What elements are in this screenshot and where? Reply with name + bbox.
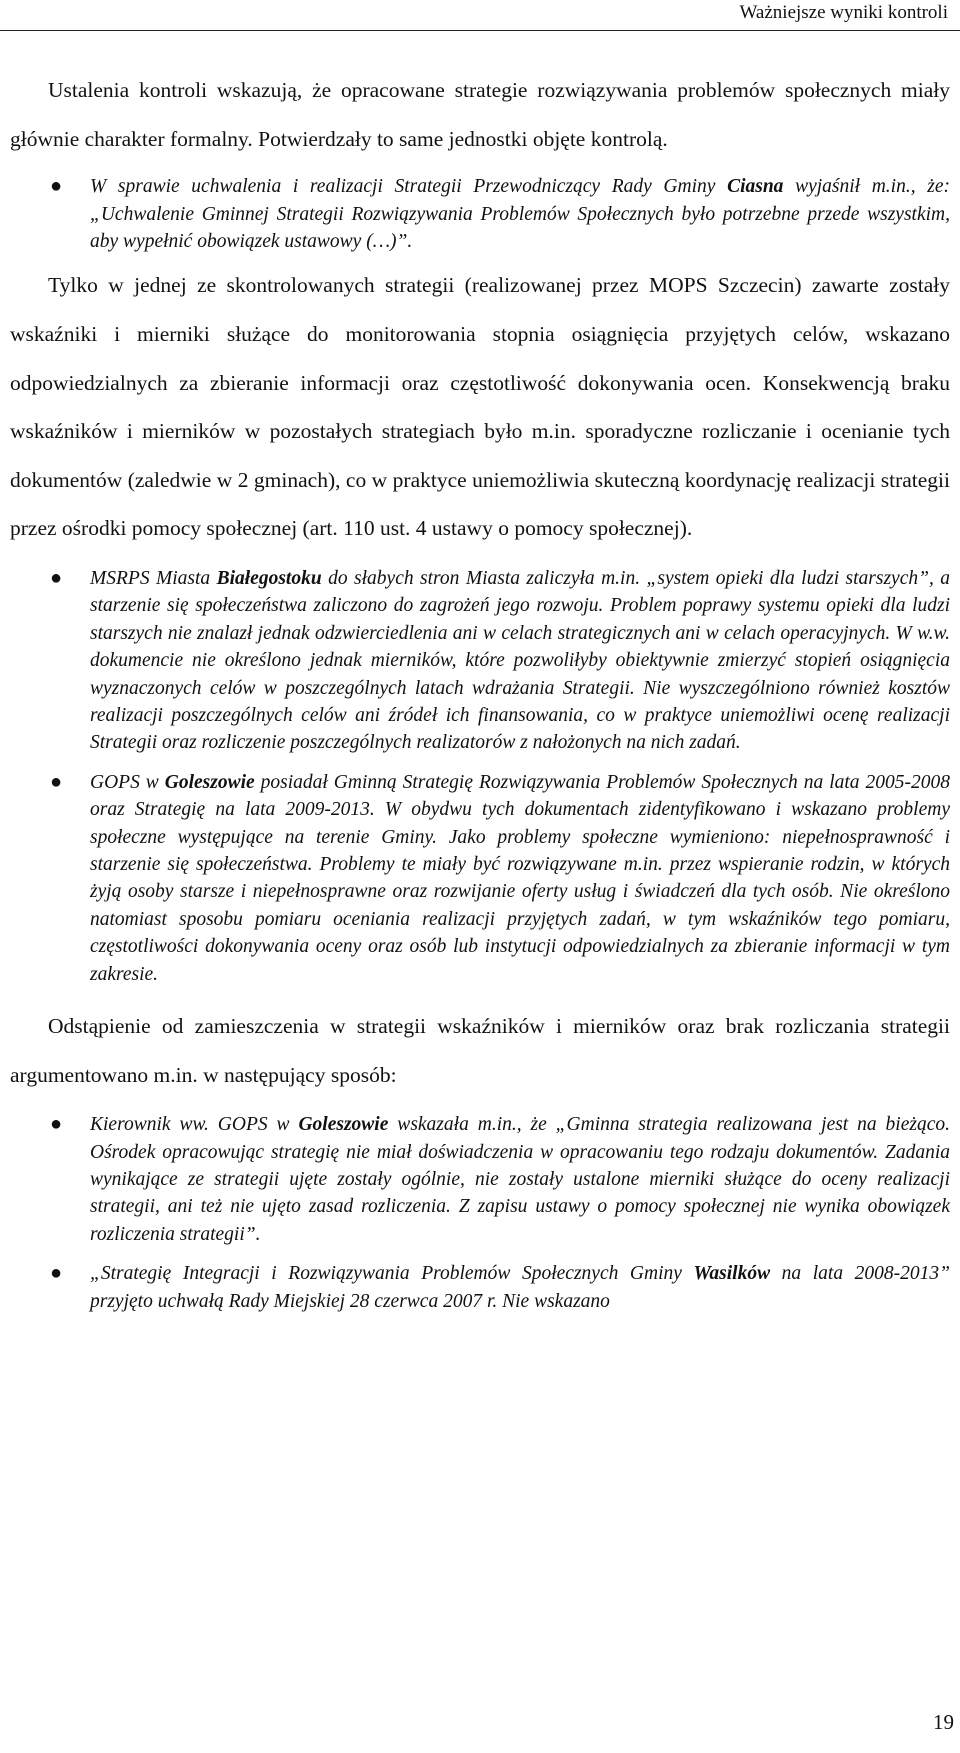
bullet-dot: ● [50,566,63,589]
running-header: Ważniejsze wyniki kontroli [739,2,948,23]
paragraph-reasons: Odstąpienie od zamieszczenia w strategii wskaźników i mierników oraz brak rozliczania strategii argumentowano m.in. w następujący sposób: [10,1014,950,1087]
bullet-dot: ● [50,1113,63,1136]
paragraph-indicators: Tylko w jednej ze skontrolowanych strategii (realizowanej przez MOPS Szczecin) zawarte zostały wskaźniki i mierniki służące do monitorowania stopnia osiągnięcia przyjętych celów, wskazano odpowiedzialnych za zbieranie informacji oraz częstotliwość dokonywania ocen. Konsekwencją braku wskaźników i mierników w pozostałych strategiach było m.in. sporadyczne rozliczanie i ocenianie tych dokumentów (zaledwie w 2 gminach), co w praktyce uniemożliwia skuteczną koordynację realizacji strategii przez ośrodki pomocy społecznej (art. 110 ust. 4 ustawy o pomocy społecznej). [10,273,950,541]
page-body [10,66,950,1315]
header-rule [0,30,960,31]
bullet-goleszow-manager: ● Kierownik ww. GOPS w Goleszowie wskazała m.in., że „Gminna strategia realizowana jest na bieżąco. Ośrodek opracowując strategię nie miał doświadczenia w opracowaniu tego rodzaju dokumentów. Zadania wynikające ze strategii ujęte zostały ogólnie, nie zostały ustalone mierniki służące do oceny realizacji strategii, ani też nie ujęto zasad rozliczenia. Z zapisu ustawy o pomocy społecznej nie wynika obowiązek rozliczenia strategii”. [50,1113,951,1245]
bullet-dot: ● [50,1262,63,1285]
page-number: 19 [933,1710,954,1734]
paragraph-formal-strategies: Ustalenia kontroli wskazują, że opracowane strategie rozwiązywania problemów społecznych miały głównie charakter formalny. Potwierdzały to same jednostki objęte kontrolą. [10,78,950,151]
bullet-ciasna: ● W sprawie uchwalenia i realizacji Strategii Przewodniczący Rady Gminy Ciasna wyjaśnił m.in., że: „Uchwalenie Gminnej Strategii Rozwiązywania Problemów Społecznych było potrzebne przede wszystkim, aby wypełnić obowiązek ustawowy (…)”. [50,175,950,252]
bullet-dot: ● [50,770,63,793]
bullet-wasilkow: ● „Strategię Integracji i Rozwiązywania Problemów Społecznych Gminy Wasilków na lata 2008-2013” przyjęto uchwałą Rady Miejskiej 28 czerwca 2007 r. Nie wskazano [50,1262,950,1312]
bullet-goleszow-strategy: ● GOPS w Goleszowie posiadał Gminną Strategię Rozwiązywania Problemów Społecznych na lata 2005-2008 oraz Strategię na lata 2009-2013. W obydwu tych dokumentach zidentyfikowano i wskazano problemy społeczne występujące na terenie Gminy. Jako problemy społeczne wymieniono: niepełnosprawność i starzenie się społeczeństwa. Problemy te miały być rozwiązywane m.in. przez wspieranie rodzin, w których żyją osoby starsze i niepełnosprawne oraz rozwijanie oferty usług i świadczeń dla tych osób. Nie określono natomiast sposobu pomiaru oceniania realizacji przyjętych zadań, w tym wskaźników tego pomiaru, częstotliwości dokonywania oceny oraz osób lub instytucji odpowiedzialnych za zbieranie informacji w tym zakresie. [50,770,950,985]
bullet-dot: ● [50,175,63,198]
bullet-bialystok: ● MSRPS Miasta Białegostoku do słabych stron Miasta zaliczyła m.in. „system opieki dla ludzi starszych”, a starzenie się społeczeństwa zaliczono do zagrożeń jego rozwoju. Problem poprawy systemu opieki dla ludzi starszych nie znalazł jednak odzwierciedlenia ani w celach strategicznych ani w celach operacyjnych. W w.w. dokumencie nie określono jednak mierników, które pozwoliłyby obiektywnie zmierzyć stopień osiągnięcia wyznaczonych celów w poszczególnych latach wdrażania Strategii. Nie wyszczególniono również kosztów realizacji poszczególnych celów ani źródeł ich finansowania, co w praktyce uniemożliwi ocenę realizacji Strategii oraz rozliczenie poszczególnych realizatorów z nałożonych na nich zadań. [50,566,951,754]
